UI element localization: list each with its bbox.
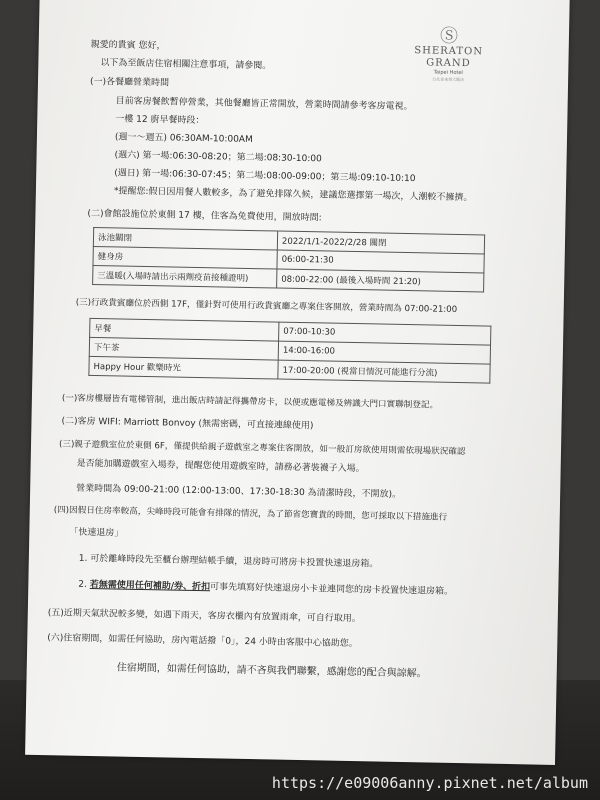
- sheraton-s-icon: Ⓢ: [439, 25, 459, 47]
- para-3b: 是否能加購遊戲室入場券，提醒您使用遊戲室時，請務必著裝襪子入場。: [76, 458, 365, 475]
- s1-line3: (週一～週五) 06:30AM-10:00AM: [114, 132, 253, 146]
- hotel-logo: [393, 27, 504, 84]
- s3-row2-name: 下午茶: [89, 337, 278, 360]
- s2-row2-time: 06:00-21:30: [277, 250, 484, 273]
- s2-row2-name: 健身房: [93, 246, 277, 269]
- s2-row3-name: 三溫暖(入場時請出示兩劑疫苗接種證明): [93, 265, 277, 288]
- para-3c: 營業時間為 09:00-21:00 (12:00-13:00、17:30-18:30 為清潔時段，不開放)。: [76, 483, 402, 500]
- watermark-url: https://e09006anny.pixnet.net/album: [271, 774, 588, 792]
- s3-row3-name: Happy Hour 歡樂時光: [89, 356, 278, 379]
- logo-name-1: SHERATON: [414, 45, 484, 58]
- logo-name-2: GRAND: [426, 57, 471, 70]
- s3-table: [88, 318, 491, 384]
- s1-title: (一)各餐廳營業時間: [89, 76, 170, 89]
- greeting: 親愛的貴賓 您好，: [90, 39, 166, 52]
- para-4a: (四)因假日住房率較高，尖峰時段可能會有排隊的情況，為了節省您寶貴的時間，您可採取以下措施進行: [53, 505, 448, 523]
- closing: 住宿期間，如需任何協助，請不吝與我們聯繫，感謝您的配合與諒解。: [116, 662, 427, 680]
- notice-paper: [25, 0, 570, 765]
- s1-line6: *提醒您:假日因用餐人數較多，為了避免排隊久候，建議您選擇第一場次，人潮較不擁擠。: [113, 186, 473, 204]
- s1-line4: (週六) 第一場:06:30-08:20；第二場:08:30-10:00: [114, 150, 322, 165]
- s2-row1-name: 泳池關閉: [93, 227, 277, 250]
- para-4d: [78, 580, 453, 598]
- s2-row1-time: 2022/1/1-2022/2/28 關閉: [277, 231, 484, 254]
- intro: 以下為至飯店住宿相關注意事項，請參閱。: [100, 58, 272, 72]
- logo-sub: Taipei Hotel: [433, 69, 463, 77]
- s2-row3-time: 08:00-22:00 (最後入場時間 21:20): [277, 269, 484, 292]
- s3-row2-time: 14:00-16:00: [278, 341, 490, 364]
- para-4c: 1. 可於離峰時段先至櫃台辦理結帳手續，退房時可將房卡投置快速退房箱。: [78, 553, 379, 570]
- s3-row3-time: 17:00-20:00 (視當日情況可能進行分流): [278, 360, 490, 383]
- s3-title: (三)行政貴賓廳位於西側 17F，僅針對可使用行政貴賓廳之專案住客開放，營業時間為 07:00-21:00: [75, 297, 458, 315]
- s3-row1-time: 07:00-10:30: [279, 322, 491, 345]
- s1-line1: 目前客房餐飲暫停營業，其他餐廳皆正常開放，營業時間請參考客房電視。: [115, 96, 413, 113]
- para-4b: 「快速退房」: [69, 527, 124, 539]
- logo-tiny: 台北喜來登大飯店: [432, 76, 465, 83]
- para-5: (五)近期天氣狀況較多變，如遇下雨天，客房衣櫃內有放置雨傘，可自行取用。: [47, 608, 361, 625]
- para-1: (一)客房樓層皆有電梯管制，進出飯店時請記得攜帶房卡，以便或應電梯及辨識大門口實聯制登記。: [61, 393, 439, 411]
- s1-line2: 一樓 12 廚早餐時段：: [115, 114, 205, 127]
- para-2: (二)客房 WIFI: Marriott Bonvoy (無需密碼，可直接連線使用): [61, 416, 314, 432]
- s1-line5: (週日) 第一場:06:30-07:45；第二場:08:00-09:00；第三場:09:10-10:10: [114, 168, 416, 185]
- para-4d-bold: 若無需使用任何補助/券、折扣: [89, 579, 211, 593]
- para-3a: (三)親子遊戲室位於東側 6F，僅提供給親子遊戲室之專案住客開放，如一般訂房欲使用則需依現場狀況確認: [58, 439, 466, 458]
- para-4d-number: 2.: [78, 579, 88, 590]
- para-4d-rest: 可事先填寫好快速退房小卡並連同您的房卡投置快速退房箱。: [209, 582, 454, 597]
- s2-title: (二)會館設施位於東側 17 樓，住客為免費使用，開放時間:: [87, 208, 322, 224]
- s3-row1-name: 早餐: [90, 318, 279, 341]
- s2-table: [92, 227, 485, 293]
- para-6: (六)住宿期間，如需任何協助，房內電話撥「0」，24 小時由客服中心協助您。: [47, 633, 358, 650]
